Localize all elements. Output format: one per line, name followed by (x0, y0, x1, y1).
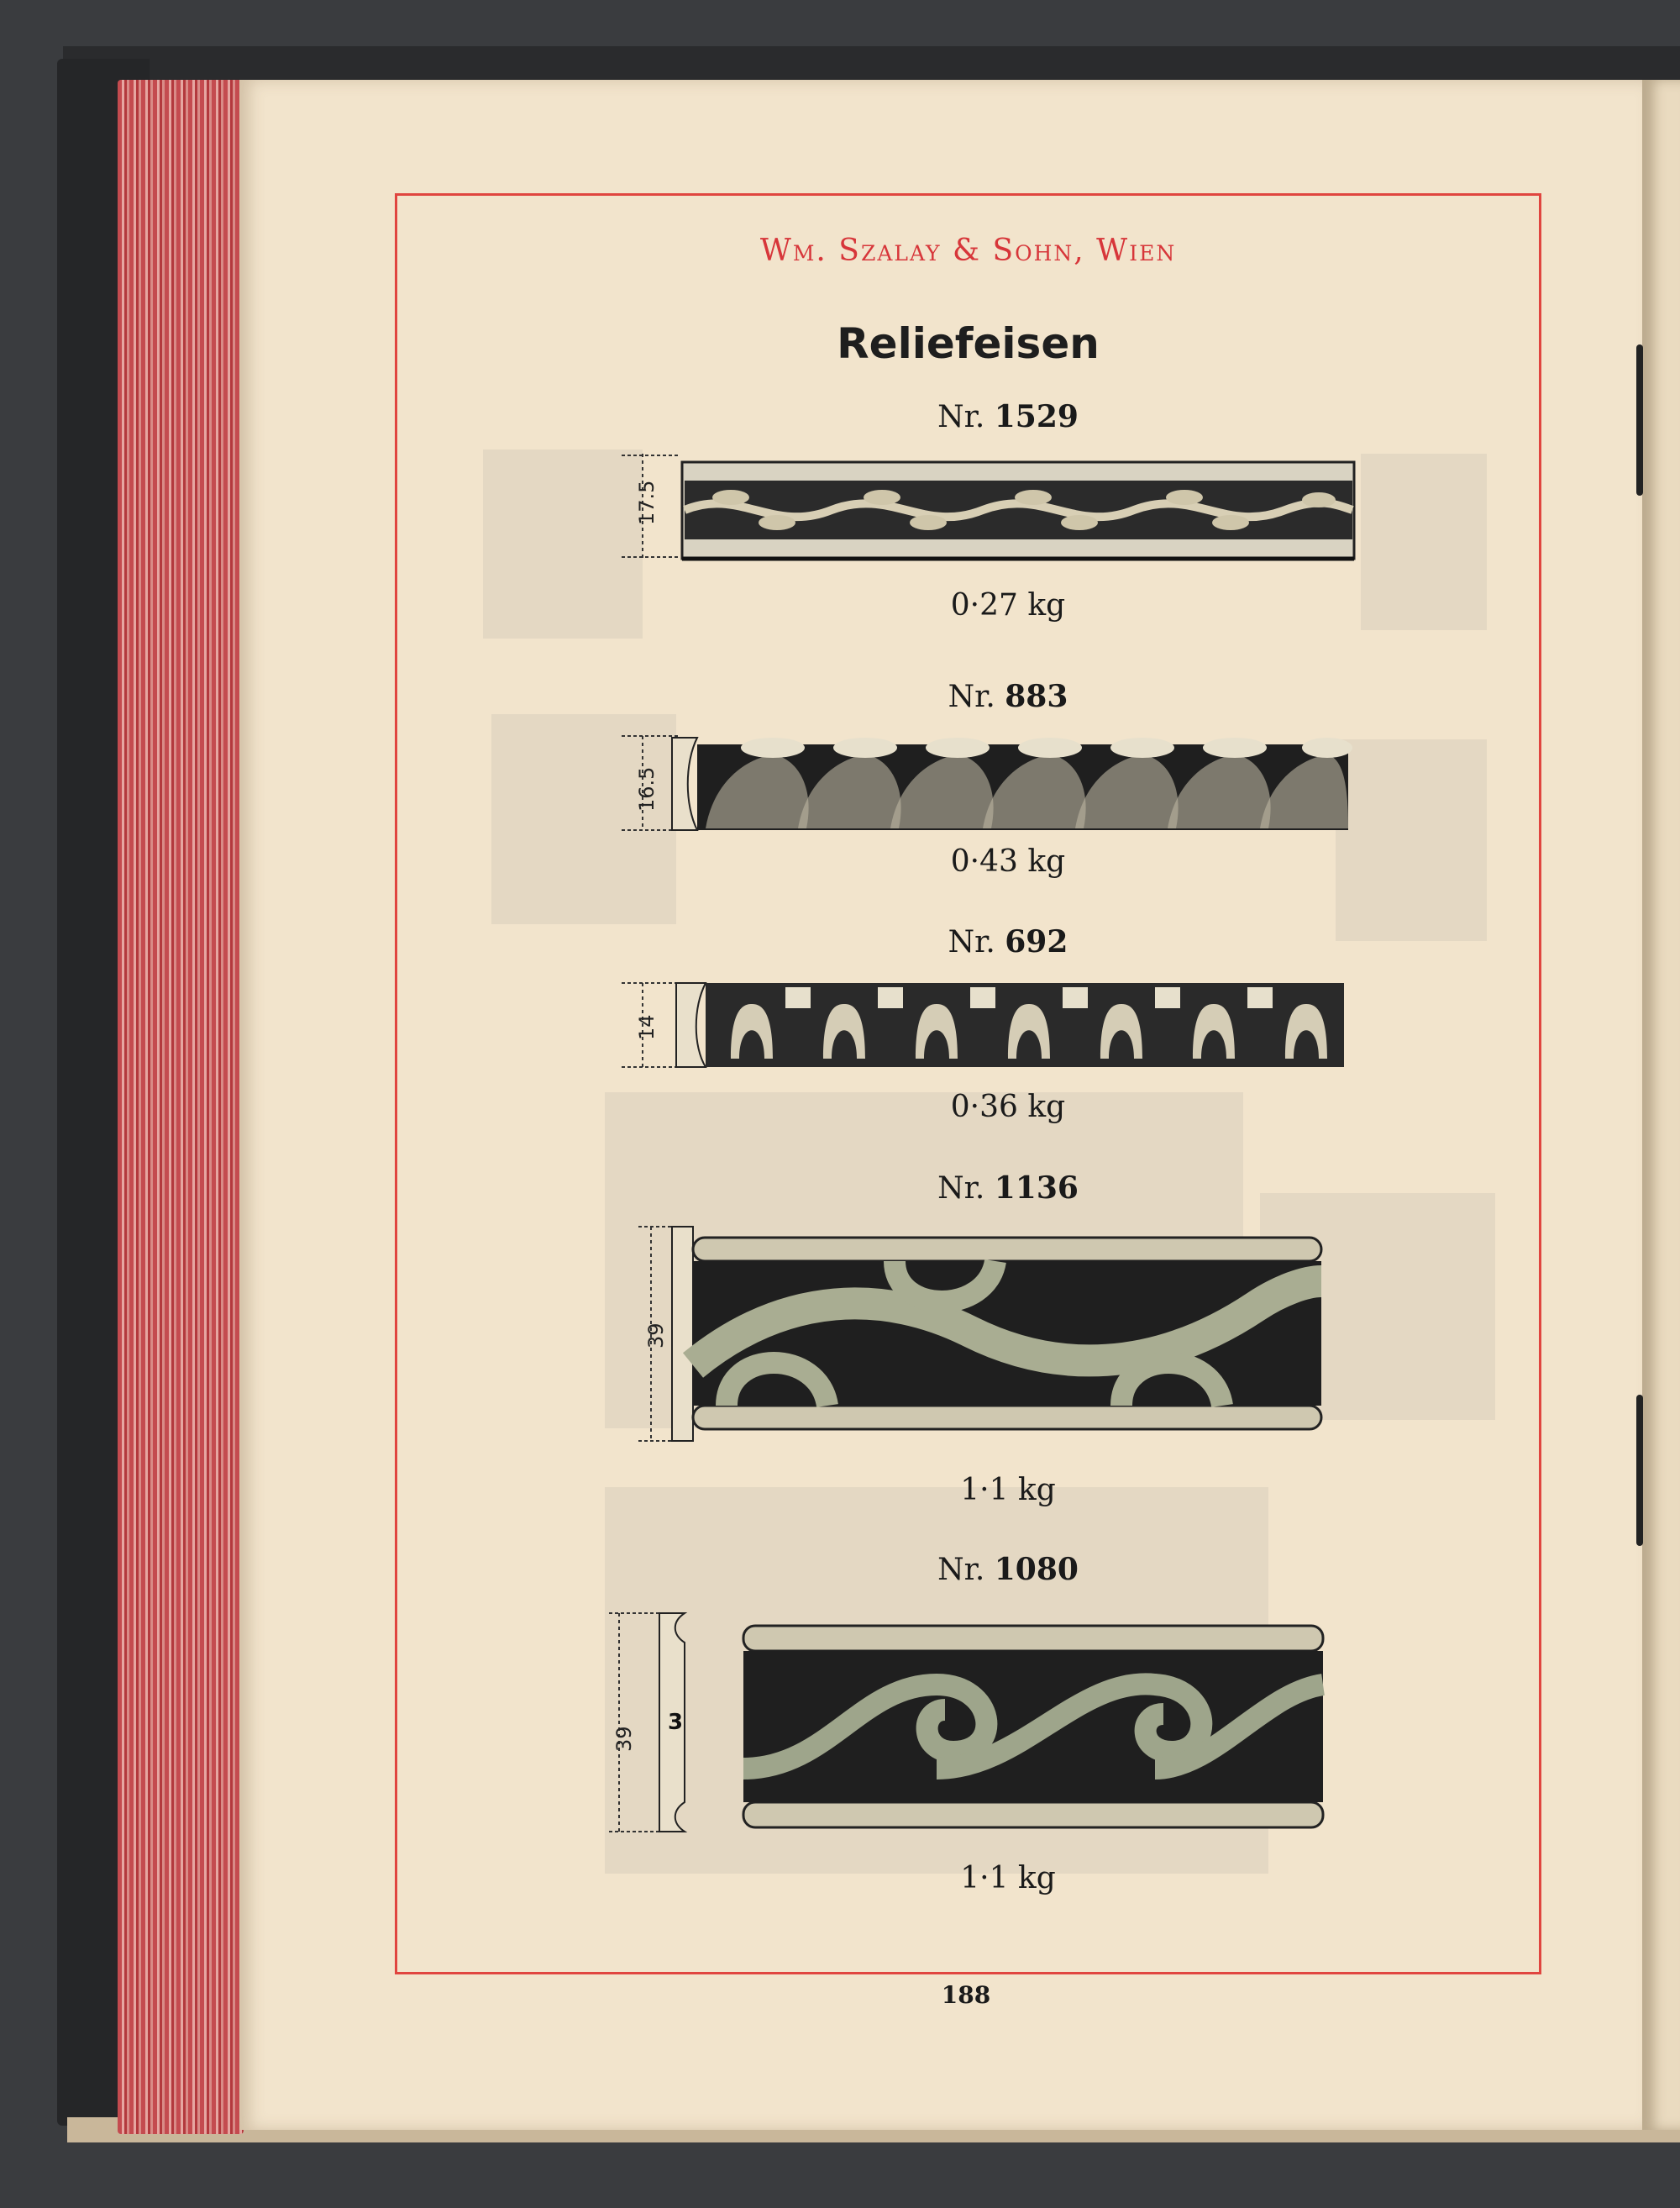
inner-dimension-label: 3 (668, 1710, 684, 1735)
item-number-value: 883 (1005, 679, 1068, 714)
dimension-label: 16.5 (635, 766, 659, 812)
item-number-value: 1529 (994, 399, 1079, 434)
item-number (882, 399, 1134, 434)
relief-strip-illustration (634, 1222, 1331, 1458)
page-edges (118, 80, 244, 2134)
dimension-label: 39 (612, 1726, 636, 1752)
item-number-prefix: Nr. (937, 1553, 985, 1587)
item-weight: 1·1 kg (960, 1473, 1056, 1507)
dimension-label: 39 (644, 1322, 668, 1348)
page-clip-top (1636, 344, 1643, 496)
item-number-value: 1080 (994, 1552, 1079, 1587)
item-number (848, 1552, 1168, 1587)
item-weight: 1·1 kg (960, 1861, 1056, 1895)
relief-strip-illustration (605, 454, 1361, 567)
item-number (882, 679, 1134, 714)
item-number-prefix: Nr. (948, 925, 995, 959)
item-number-prefix: Nr. (937, 400, 985, 434)
dimension-label: 14 (635, 1014, 659, 1040)
relief-strip-illustration (609, 1609, 1331, 1844)
page-title: Reliefeisen (837, 319, 1100, 368)
publisher-header: Wm. Szalay & Sohn, Wien (759, 234, 1177, 268)
item-number-prefix: Nr. (948, 680, 995, 714)
item-weight: 0·43 kg (950, 844, 1066, 879)
relief-strip-illustration (605, 729, 1361, 843)
item-number (882, 924, 1134, 959)
item-number-prefix: Nr. (937, 1171, 985, 1206)
item-weight: 0·27 kg (950, 588, 1066, 623)
relief-strip-illustration (605, 975, 1361, 1084)
item-weight: 0·36 kg (950, 1090, 1066, 1124)
facing-page-edge (1642, 80, 1680, 2130)
page-number: 188 (941, 1981, 991, 2009)
item-number-value: 692 (1005, 924, 1068, 959)
page-clip-bottom (1636, 1395, 1643, 1546)
item-number (865, 1170, 1151, 1206)
item-number-value: 1136 (994, 1170, 1079, 1206)
dimension-label: 17.5 (635, 480, 659, 525)
